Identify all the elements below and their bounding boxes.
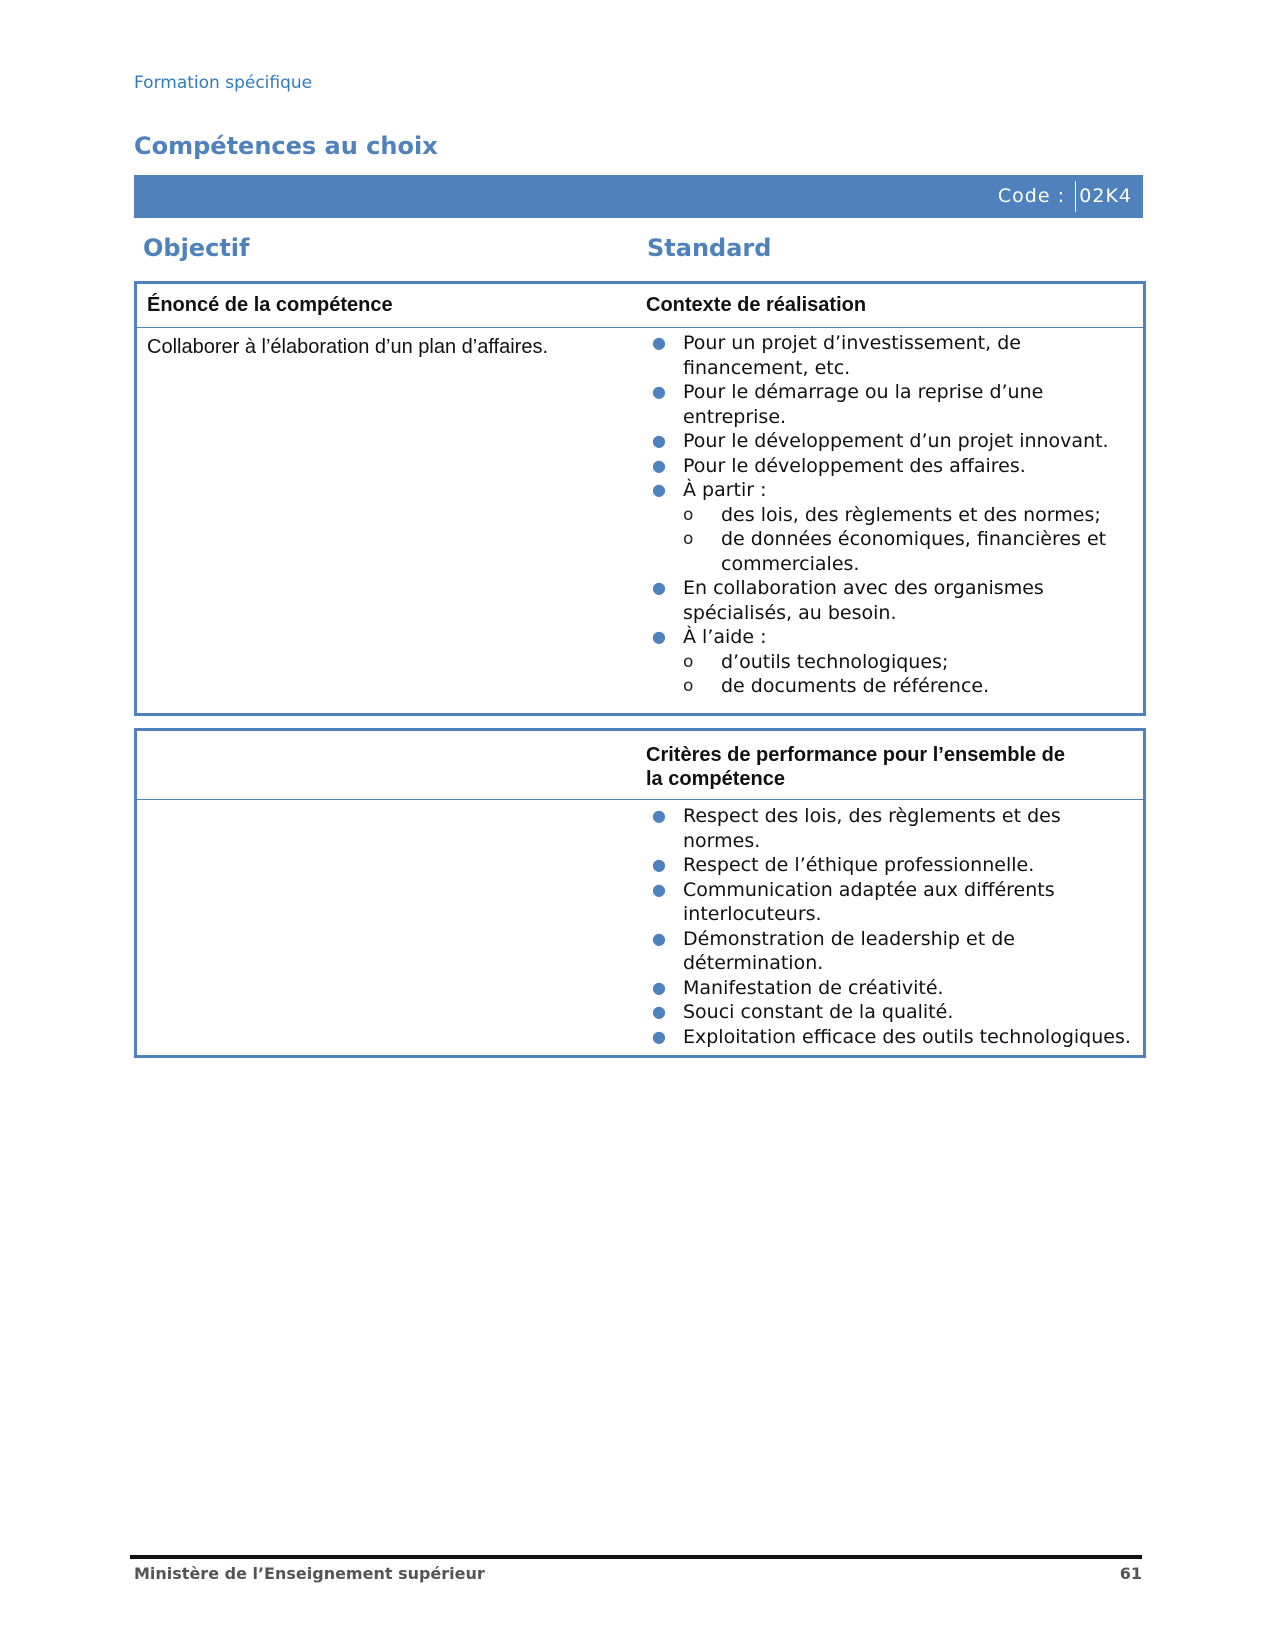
objectif-heading: Objectif xyxy=(143,234,250,262)
bullet-icon: ● xyxy=(652,928,666,948)
circle-bullet-icon: o xyxy=(683,504,694,525)
bullet-icon: ● xyxy=(652,480,666,499)
bullet-icon: ● xyxy=(652,879,666,899)
sub-list-item: o des lois, des règlements et des normes; xyxy=(683,503,1101,526)
bullet-icon: ● xyxy=(652,431,666,450)
criteria-table xyxy=(134,728,1146,1058)
running-header: Formation spécifique xyxy=(134,73,313,93)
criteria-table-header xyxy=(137,731,1143,800)
list-item: ● Respect de l’éthique professionnelle. xyxy=(652,854,1035,876)
page-number: 61 xyxy=(1119,1564,1142,1583)
statement-header: Énoncé de la compétence xyxy=(147,294,393,316)
code-bar xyxy=(134,175,1143,218)
code-value: 02K4 xyxy=(1079,185,1132,207)
sub-list-item: o de documents de référence. xyxy=(683,675,990,697)
criteria-list xyxy=(646,804,1136,1049)
footer-ministry: Ministère de l’Enseignement supérieur xyxy=(134,1564,485,1583)
competence-table xyxy=(134,281,1146,716)
list-item: ● Pour le développement des affaires. xyxy=(652,454,1026,477)
sub-list-item: o d’outils technologiques; xyxy=(683,650,949,673)
bullet-icon: ● xyxy=(652,578,666,597)
bullet-icon: ● xyxy=(652,455,666,475)
list-item: ● À l’aide : xyxy=(652,626,767,648)
bullet-icon: ● xyxy=(652,333,666,352)
context-list xyxy=(646,331,1136,699)
code-separator xyxy=(1075,181,1076,212)
list-item: ● Démonstration de leadership et de détermination. xyxy=(652,927,1015,974)
list-item: ● Exploitation efficace des outils technologiques. xyxy=(652,1025,1131,1048)
bullet-icon: ● xyxy=(652,855,666,874)
bullet-icon: ● xyxy=(652,627,666,646)
bullet-icon: ● xyxy=(652,382,666,401)
bullet-icon: ● xyxy=(652,977,666,997)
list-item: ● Pour un projet d’investissement, de financement, etc. xyxy=(652,332,1021,379)
bullet-icon: ● xyxy=(652,1026,666,1046)
circle-bullet-icon: o xyxy=(683,529,694,549)
bullet-icon: ● xyxy=(652,806,666,825)
criteria-header: Critères de performance pour l’ensemble de la compétence xyxy=(646,744,1066,790)
list-item: ● Communication adaptée aux différents interlocuteurs. xyxy=(652,878,1055,925)
section-title: Compétences au choix xyxy=(134,132,438,160)
competence-table-header xyxy=(137,284,1143,328)
sub-list-item: o de données économiques, financières et commerciales. xyxy=(683,528,1107,575)
list-item: ● Souci constant de la qualité. xyxy=(652,1001,954,1023)
bullet-icon: ● xyxy=(652,1002,666,1021)
list-item: ● Respect des lois, des règlements et des normes. xyxy=(652,805,1061,852)
list-item: ● Manifestation de créativité. xyxy=(652,976,944,999)
footer-rule xyxy=(130,1555,1142,1559)
list-item: ● Pour le démarrage ou la reprise d’une entreprise. xyxy=(652,381,1044,428)
list-item: ● Pour le développement d’un projet innovant. xyxy=(652,430,1109,452)
standard-heading: Standard xyxy=(647,234,772,262)
circle-bullet-icon: o xyxy=(683,651,694,672)
list-item: ● En collaboration avec des organismes spécialisés, au besoin. xyxy=(652,577,1044,624)
competence-statement: Collaborer à l’élaboration d’un plan d’affaires. xyxy=(147,336,548,358)
list-item: ● À partir : xyxy=(652,479,767,501)
code-label: Code : xyxy=(997,185,1065,207)
circle-bullet-icon: o xyxy=(683,676,694,696)
context-header: Contexte de réalisation xyxy=(646,294,867,316)
